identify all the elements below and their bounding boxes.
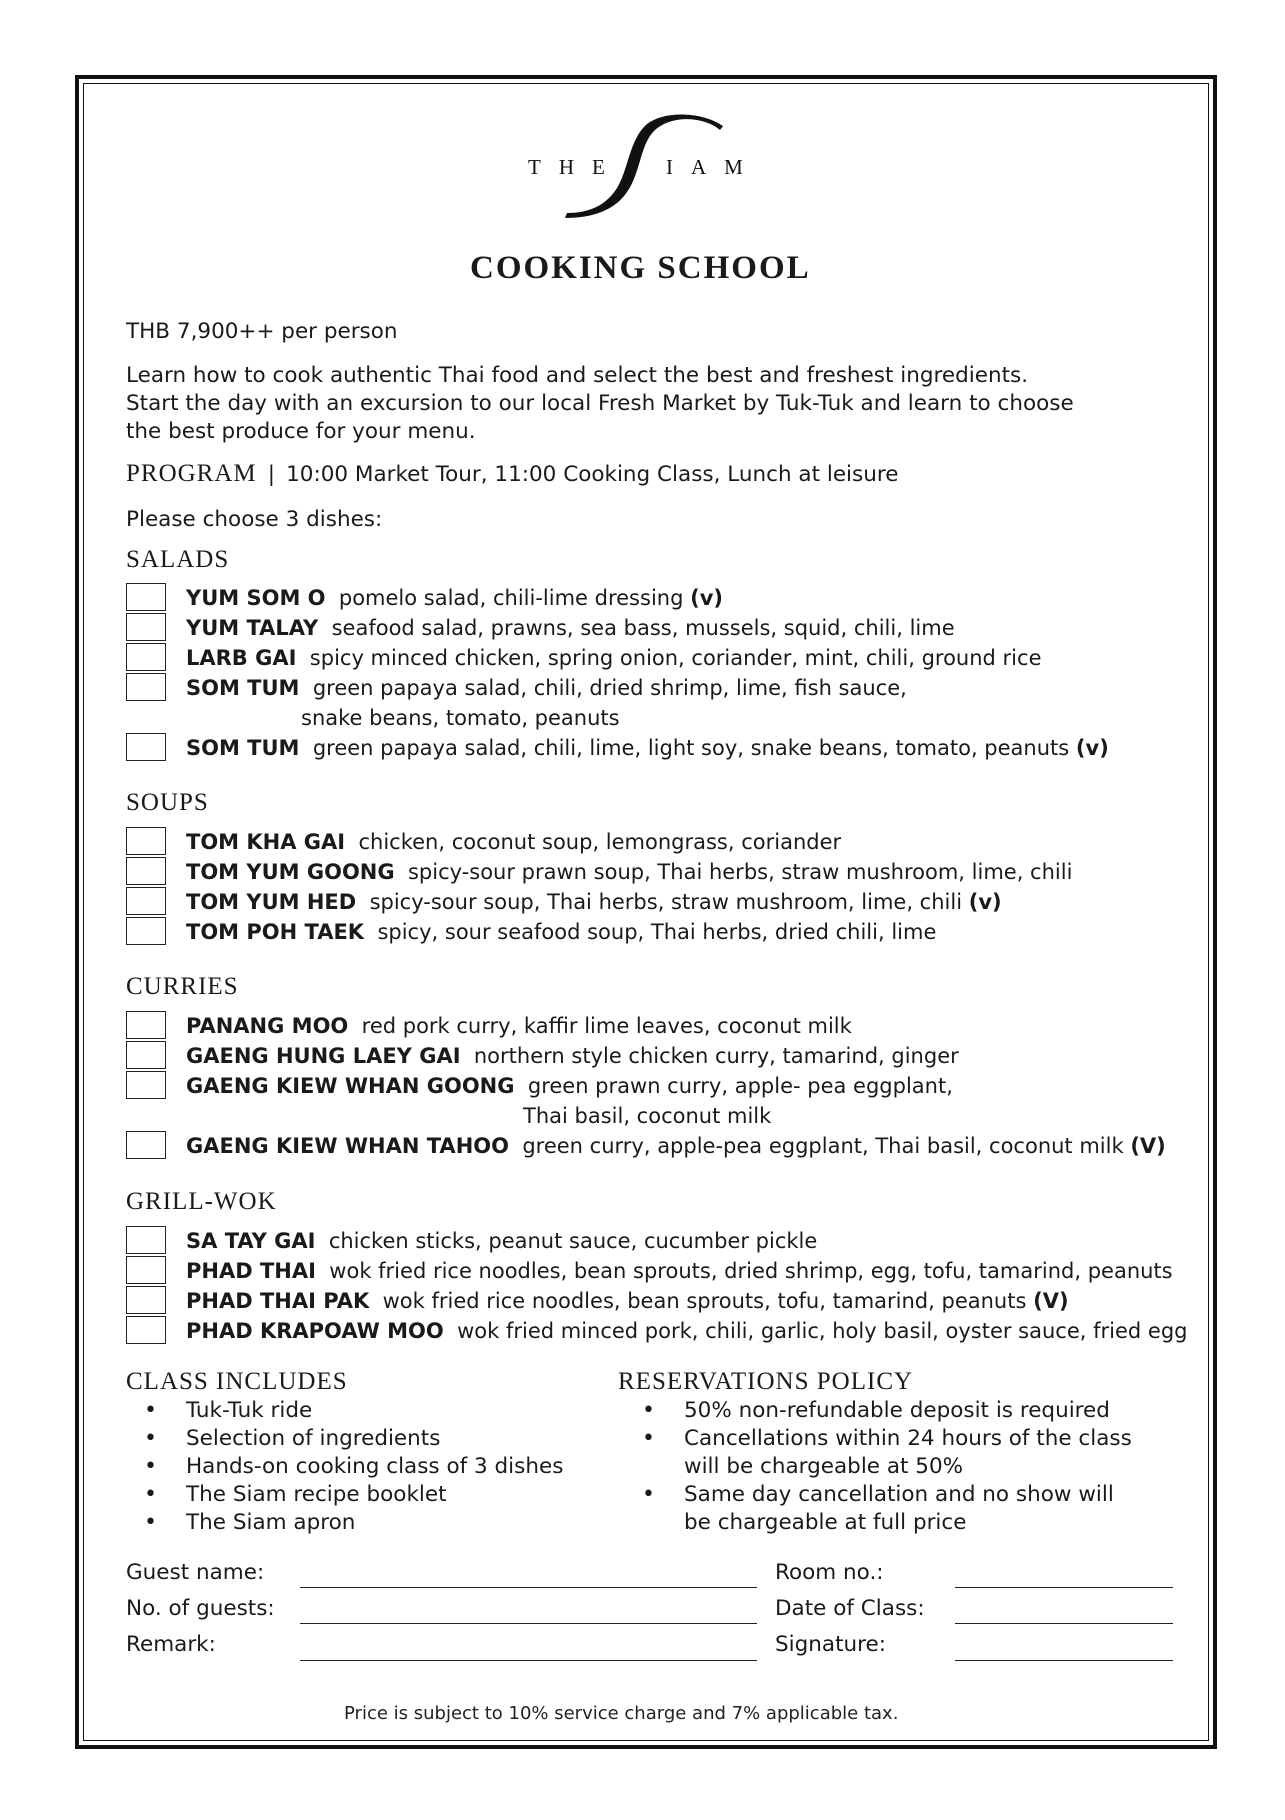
dish-tag: (v) — [690, 586, 723, 610]
dish-name: TOM POH TAEK — [186, 920, 365, 944]
policy-line: will be chargeable at 50% — [684, 1454, 964, 1479]
dish-item — [186, 917, 936, 947]
section-title-reservations-policy: RESERVATIONS POLICY — [618, 1368, 914, 1395]
date-of-class-field[interactable] — [955, 1623, 1173, 1624]
dish-item — [186, 1286, 1069, 1316]
price-footnote: Price is subject to 10% service charge and 7% applicable tax. — [344, 1703, 899, 1724]
checkbox-gaeng-hung-laey-gai[interactable] — [126, 1041, 166, 1069]
list-item: • Tuk-Tuk ride — [126, 1397, 606, 1425]
checkbox-larb-gai[interactable] — [126, 643, 166, 671]
section-title-grill-wok: GRILL-WOK — [126, 1188, 277, 1215]
program-label: PROGRAM — [126, 460, 257, 487]
dish-name: YUM TALAY — [186, 616, 319, 640]
date-of-class-label: Date of Class: — [775, 1596, 925, 1621]
checkbox-panang-moo[interactable] — [126, 1011, 166, 1039]
dish-desc: wok fried rice noodles, bean sprouts, dried shrimp, egg, tofu, tamarind, peanuts — [329, 1259, 1173, 1283]
dish-desc-continued: Thai basil, coconut milk — [523, 1104, 772, 1128]
dish-desc: wok fried rice noodles, bean sprouts, tofu, tamarind, peanuts — [382, 1289, 1027, 1313]
dish-desc: spicy minced chicken, spring onion, coriander, mint, chili, ground rice — [309, 646, 1042, 670]
section-title-class-includes: CLASS INCLUDES — [126, 1368, 348, 1395]
dish-name: PHAD THAI PAK — [186, 1289, 370, 1313]
guests-field[interactable] — [300, 1623, 757, 1624]
checkbox-phad-thai-pak[interactable] — [126, 1286, 166, 1314]
remark-label: Remark: — [126, 1632, 216, 1657]
dish-item — [186, 583, 723, 613]
list-item — [624, 1425, 1184, 1481]
list-item: • Hands-on cooking class of 3 dishes — [126, 1453, 606, 1481]
list-item: • Selection of ingredients — [126, 1425, 606, 1453]
dish-desc: chicken sticks, peanut sauce, cucumber pickle — [328, 1229, 818, 1253]
dish-item — [186, 1256, 1173, 1286]
list-item: • The Siam recipe booklet — [126, 1481, 606, 1509]
section-title-salads: SALADS — [126, 546, 230, 573]
checkbox-gaeng-kiew-whan-tahoo[interactable] — [126, 1131, 166, 1159]
dish-name: GAENG KIEW WHAN TAHOO — [186, 1134, 509, 1158]
intro-line: Start the day with an excursion to our local Fresh Market by Tuk-Tuk and learn to choose — [126, 391, 1074, 416]
checkbox-tom-poh-taek[interactable] — [126, 917, 166, 945]
dish-desc: spicy, sour seafood soup, Thai herbs, dried chili, lime — [377, 920, 937, 944]
dish-desc: pomelo salad, chili-lime dressing — [338, 586, 684, 610]
policy-line: Cancellations within 24 hours of the class — [684, 1426, 1132, 1451]
price-text: THB 7,900++ per person — [126, 319, 398, 344]
signature-field[interactable] — [955, 1660, 1173, 1661]
dish-item — [186, 857, 1072, 887]
dish-name: PANANG MOO — [186, 1014, 349, 1038]
dish-item — [186, 1071, 953, 1101]
choose-instruction: Please choose 3 dishes: — [126, 507, 383, 532]
dish-item — [186, 1041, 959, 1071]
dish-name: GAENG HUNG LAEY GAI — [186, 1044, 461, 1068]
policy-line: Same day cancellation and no show will — [684, 1482, 1114, 1507]
guest-name-label: Guest name: — [126, 1560, 265, 1585]
program-separator: | — [267, 462, 275, 487]
dish-name: SOM TUM — [186, 676, 300, 700]
dish-name: YUM SOM O — [186, 586, 326, 610]
program-text: 10:00 Market Tour, 11:00 Cooking Class, Lunch at leisure — [286, 462, 899, 487]
logo-word-iam: IAM — [666, 155, 761, 179]
dish-item — [186, 1226, 817, 1256]
dish-desc: chicken, coconut soup, lemongrass, coriander — [358, 830, 842, 854]
dish-item — [186, 613, 955, 643]
dish-tag: (V) — [1130, 1134, 1166, 1158]
intro-line: Learn how to cook authentic Thai food and select the best and freshest ingredients. — [126, 363, 1029, 388]
guest-name-field[interactable] — [300, 1587, 757, 1588]
checkbox-yum-talay[interactable] — [126, 613, 166, 641]
checkbox-som-tum-v[interactable] — [126, 733, 166, 761]
dish-tag: (v) — [968, 890, 1002, 914]
dish-desc: spicy-sour prawn soup, Thai herbs, straw mushroom, lime, chili — [407, 860, 1073, 884]
dish-item — [186, 673, 907, 703]
section-title-curries: CURRIES — [126, 973, 239, 1000]
list-item — [624, 1397, 1184, 1425]
checkbox-yum-som-o[interactable] — [126, 583, 166, 611]
dish-tag: (V) — [1033, 1289, 1069, 1313]
dish-desc: green prawn curry, apple- pea eggplant, — [527, 1074, 953, 1098]
section-title-soups: SOUPS — [126, 789, 209, 816]
dish-name: SOM TUM — [186, 736, 300, 760]
dish-desc: green papaya salad, chili, lime, light soy, snake beans, tomato, peanuts — [312, 736, 1070, 760]
logo-word-the: THE — [528, 155, 623, 179]
checkbox-phad-krapoaw-moo[interactable] — [126, 1316, 166, 1344]
dish-item — [186, 1131, 1166, 1161]
dish-name: PHAD THAI — [186, 1259, 316, 1283]
dish-desc: wok fried minced pork, chili, garlic, holy basil, oyster sauce, fried egg — [457, 1319, 1188, 1343]
policy-line: 50% non-refundable deposit is required — [684, 1398, 1110, 1423]
checkbox-tom-yum-hed[interactable] — [126, 887, 166, 915]
dish-desc: northern style chicken curry, tamarind, ginger — [473, 1044, 959, 1068]
program-line — [126, 460, 898, 489]
dish-item — [186, 1316, 1187, 1346]
page-title: COOKING SCHOOL — [470, 250, 811, 286]
dish-item — [186, 887, 1002, 917]
dish-name: TOM YUM GOONG — [186, 860, 395, 884]
policy-list — [624, 1397, 1184, 1537]
room-no-field[interactable] — [955, 1587, 1173, 1588]
checkbox-gaeng-kiew-whan-goong[interactable] — [126, 1071, 166, 1099]
dish-name: PHAD KRAPOAW MOO — [186, 1319, 444, 1343]
remark-field[interactable] — [300, 1660, 757, 1661]
dish-desc: spicy-sour soup, Thai herbs, straw mushroom, lime, chili — [369, 890, 963, 914]
dish-desc: seafood salad, prawns, sea bass, mussels, squid, chili, lime — [331, 616, 955, 640]
dish-item — [186, 733, 1109, 763]
includes-list — [126, 1397, 606, 1537]
checkbox-tom-yum-goong[interactable] — [126, 857, 166, 885]
intro-line: the best produce for your menu. — [126, 419, 476, 444]
dish-item — [186, 827, 841, 857]
dish-item — [186, 1011, 852, 1041]
dish-item — [186, 643, 1042, 673]
checkbox-sa-tay-gai[interactable] — [126, 1226, 166, 1254]
dish-desc-continued: snake beans, tomato, peanuts — [301, 706, 620, 730]
checkbox-som-tum[interactable] — [126, 673, 166, 701]
room-no-label: Room no.: — [775, 1560, 884, 1585]
dish-name: GAENG KIEW WHAN GOONG — [186, 1074, 515, 1098]
dish-name: TOM KHA GAI — [186, 830, 346, 854]
checkbox-phad-thai[interactable] — [126, 1256, 166, 1284]
dish-name: LARB GAI — [186, 646, 297, 670]
signature-label: Signature: — [775, 1632, 886, 1657]
guests-label: No. of guests: — [126, 1596, 275, 1621]
dish-desc: green curry, apple-pea eggplant, Thai basil, coconut milk — [522, 1134, 1124, 1158]
checkbox-tom-kha-gai[interactable] — [126, 827, 166, 855]
list-item — [624, 1481, 1184, 1537]
policy-line: be chargeable at full price — [684, 1510, 967, 1535]
dish-name: TOM YUM HED — [186, 890, 357, 914]
dish-name: SA TAY GAI — [186, 1229, 316, 1253]
dish-desc: red pork curry, kaffir lime leaves, coconut milk — [361, 1014, 852, 1038]
dish-tag: (v) — [1075, 736, 1109, 760]
list-item: • The Siam apron — [126, 1509, 606, 1537]
dish-desc: green papaya salad, chili, dried shrimp, lime, fish sauce, — [312, 676, 907, 700]
